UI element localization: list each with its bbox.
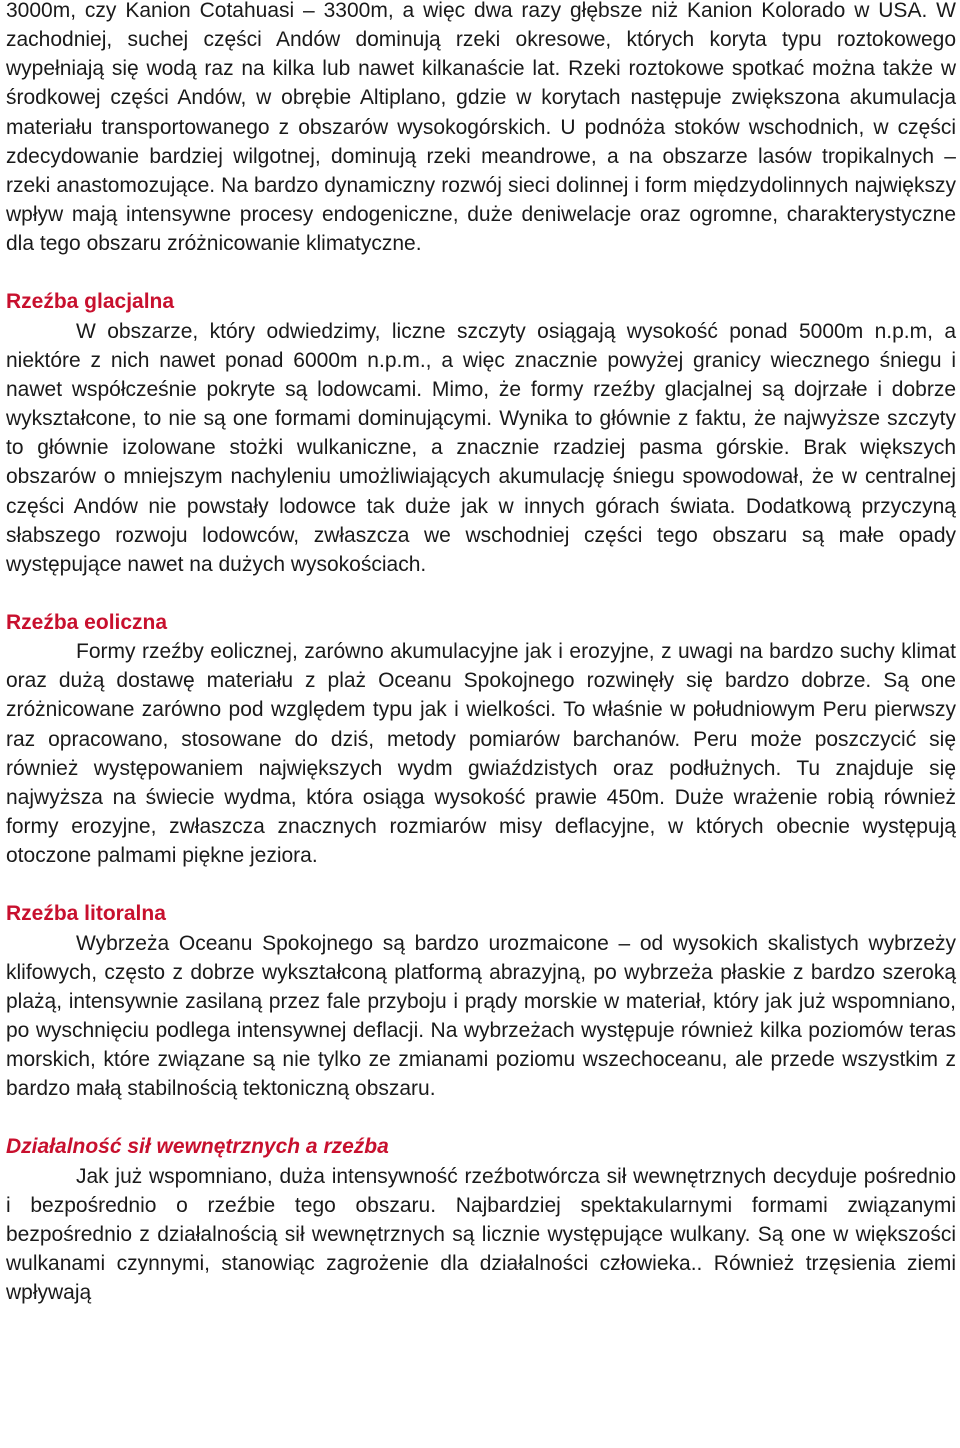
section-paragraph: Wybrzeża Oceanu Spokojnego są bardzo urozmaicone – od wysokich skalistych wybrzeży klifowych, często z dobrze wykształconą platformą abrazyjną, po wybrzeża płaskie z bardzo szeroką plażą, intensywnie zasilaną przez fale przyboju i prądy morskie w materiał, który jak już wspomniano, po wyschnięciu podlega intensywnej deflacji. Na wybrzeżach występuje również kilka poziomów teras morskich, które związane są nie tylko ze zmianami poziomu wszechoceanu, ale przede wszystkim z bardzo małą stabilnością tektoniczną obszaru. — [6, 931, 956, 1101]
section-heading: Rzeźba litoralna — [6, 902, 166, 926]
section-glacial-relief — [6, 287, 956, 579]
section-heading: Rzeźba eoliczna — [6, 610, 168, 634]
section-heading: Rzeźba glacjalna — [6, 290, 175, 314]
section-paragraph: Jak już wspomniano, duża intensywność rzeźbotwórcza sił wewnętrznych decyduje pośrednio i bezpośrednio o rzeźbie tego obszaru. Najbardziej spektakularnymi formami związanymi bezpośrednio z działalnością sił wewnętrznych są licznie występujące wulkany. Są one w większości wulkanami czynnymi, stanowiąc zagrożenie dla działalności człowieka.. Również trzęsienia ziemi wpływają — [6, 1164, 956, 1305]
section-heading: Działalność sił wewnętrznych a rzeźba — [6, 1135, 389, 1159]
intro-paragraph: 3000m, czy Kanion Cotahuasi – 3300m, a więc dwa razy głębsze niż Kanion Kolorado w USA. W zachodniej, suchej części Andów dominują rzeki okresowe, których koryta typu roztokowego wypełniają się wodą raz na kilka lub nawet kilkanaście lat. Rzeki roztokowe spotkać można także w środkowej części Andów, w obrębie Altiplano, gdzie w korytach następuje zwiększona akumulacja materiału transportowanego z obszarów wysokogórskich. U podnóża stoków wschodnich, w części zdecydowanie bardziej wilgotnej, dominują rzeki meandrowe, a na obszarze lasów tropikalnych – rzeki anastomozujące. Na bardzo dynamiczny rozwój sieci dolinnej i form międzydolinnych największy wpływ mają intensywne procesy endogeniczne, duże deniwelacje oraz ogromne, charakterystyczne dla tego obszaru zróżnicowanie klimatyczne. — [6, 0, 956, 256]
section-paragraph: Formy rzeźby eolicznej, zarówno akumulacyjne jak i erozyjne, z uwagi na bardzo suchy klimat oraz dużą dostawę materiału z plaż Oceanu Spokojnego rozwinęły się bardzo dobrze. Są one zróżnicowane zarówno pod względem typu jak i wielkości. To właśnie w południowym Peru pierwszy raz opracowano, stosowane do dziś, metody pomiarów barchanów. Peru może poszczycić się również występowaniem największych wydm gwiaździstych oraz podłużnych. Tu znajduje się najwyższa na świecie wydma, która osiąga wysokość prawie 450m. Duże wrażenie robią również formy erozyjne, zwłaszcza znacznych rozmiarów misy deflacyjne, w których obecnie występują otoczone palmami piękne jeziora. — [6, 640, 956, 868]
section-paragraph: W obszarze, który odwiedzimy, liczne szczyty osiągają wysokość ponad 5000m n.p.m, a niektóre z nich nawet ponad 6000m n.p.m., a więc znacznie powyżej granicy wiecznego śniegu i nawet współcześnie pokryte są lodowcami. Mimo, że formy rzeźby glacjalnej są dojrzałe i dobrze wykształcone, to nie są one formami dominującymi. Wynika to głównie z faktu, że najwyższe szczyty to głównie izolowane stożki wulkaniczne, a znacznie rzadziej pasma górskie. Brak większych obszarów o mniejszym nachyleniu umożliwiających akumulację śniegu spowodował, że w centralnej części Andów nie powstały lodowce tak duże jak w innych górach świata. Dodatkową przyczyną słabszego rozwoju lodowców, zwłaszcza we wschodniej części tego obszaru są małe opady występujące nawet na dużych wysokościach. — [6, 319, 956, 576]
section-internal-forces — [6, 1132, 956, 1307]
section-coastal-relief — [6, 899, 956, 1103]
document-page — [6, 0, 956, 1307]
section-aeolian-relief — [6, 608, 956, 870]
